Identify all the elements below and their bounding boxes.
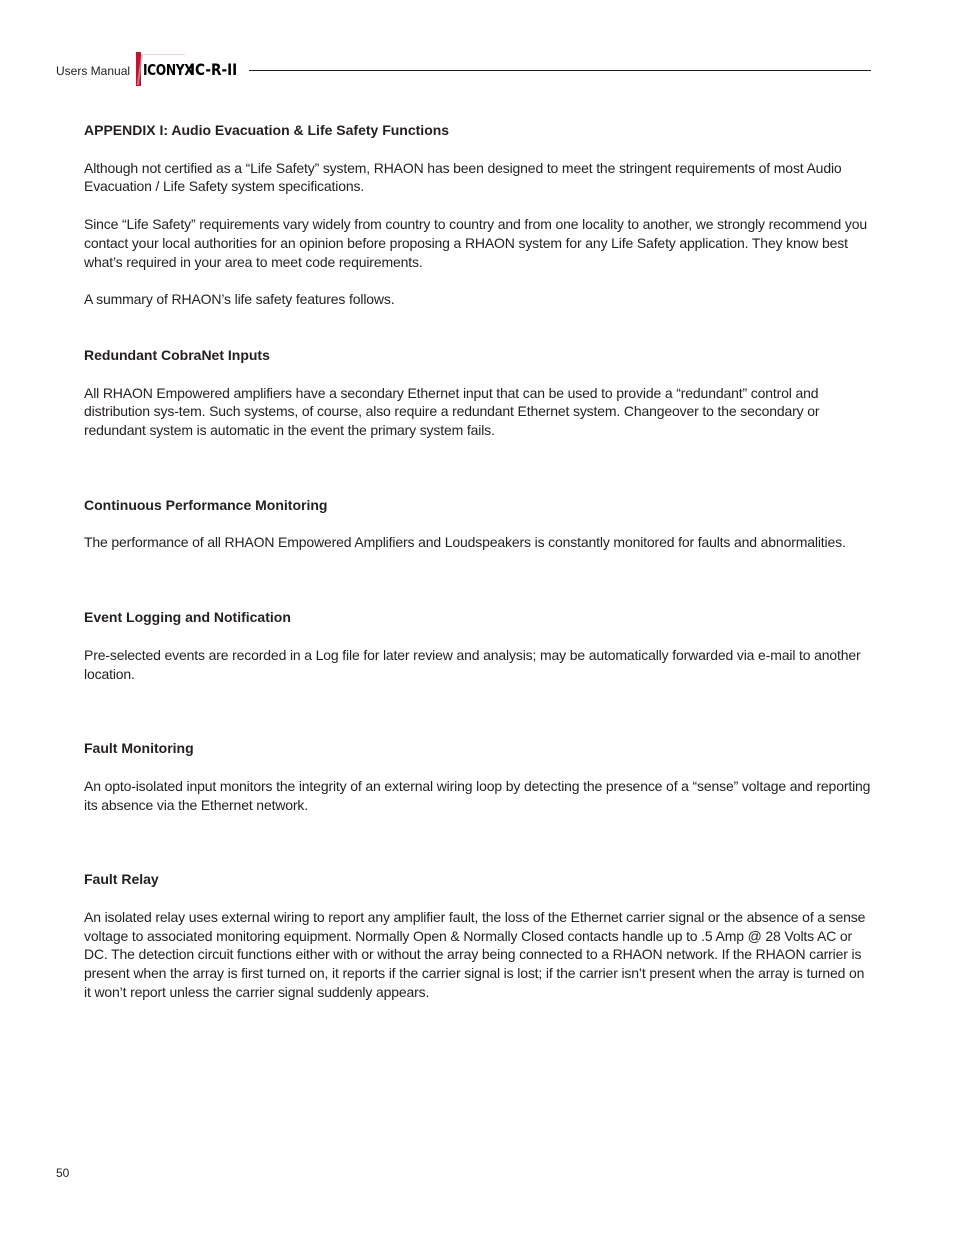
section-body-event-logging: Pre-selected events are recorded in a Log file for later review and analysis; may be automatically forwarded via e-mail to another location. <box>84 646 861 682</box>
page-content <box>84 121 872 1002</box>
doc-label: Users Manual <box>56 64 131 78</box>
section-heading-fault-relay: Fault Relay <box>84 871 159 888</box>
section-heading-fault-monitoring: Fault Monitoring <box>84 740 194 757</box>
section-body-redundant-cobranet: All RHAON Empowered amplifiers have a secondary Ethernet input that can be used to provide a “redundant” control and distribution sys-tem. Such systems, of course, also require a redundant Ethernet system. Changeover to the secondary or redundant system is automatic in the event the primary system fails. <box>84 384 820 439</box>
section-heading-redundant-cobranet: Redundant CobraNet Inputs <box>84 346 270 363</box>
appendix-title: APPENDIX I: Audio Evacuation & Life Safety Functions <box>84 122 450 138</box>
page-number: 50 <box>56 1166 70 1180</box>
header-rule <box>249 70 871 71</box>
section-heading-event-logging: Event Logging and Notification <box>84 609 291 626</box>
section-body-performance-monitoring: The performance of all RHAON Empowered Amplifiers and Loudspeakers is constantly monitored for faults and abnormalities. <box>84 534 846 551</box>
logo-brand-text: ICONYX <box>143 61 194 79</box>
logo-model-text: IC-R-II <box>190 60 238 79</box>
iconyx-logo <box>136 52 246 88</box>
appendix-paragraph-1: Although not certified as a “Life Safety” system, RHAON has been designed to meet the stringent requirements of most Audio Evacuation / Life Safety system specifications. <box>84 159 842 195</box>
page-header <box>0 0 954 100</box>
appendix-paragraph-3: A summary of RHAON’s life safety features follows. <box>84 291 395 308</box>
appendix-paragraph-2: Since “Life Safety” requirements vary widely from country to country and from one locality to another, we strongly recommend you contact your local authorities for an opinion before proposing a RHAON system for any Life Safety application. They know best what’s required in your area to meet code requirements. <box>84 216 868 270</box>
section-heading-performance-monitoring: Continuous Performance Monitoring <box>84 496 328 513</box>
section-body-fault-relay: An isolated relay uses external wiring to report any amplifier fault, the loss of the Ethernet carrier signal or the absence of a sense voltage to associated monitoring equipment. Normally Open & Normally Closed contacts handle up to .5 Amp @ 28 Volts AC or DC. The detection circuit functions either with or without the array being connected to a RHAON network. If the RHAON carrier is present when the array is first turned on, it reports if the carrier signal is lost; if the carrier isn’t present when the array is turned on it won’t report unless the carrier signal suddenly appears. <box>84 909 866 1000</box>
section-body-fault-monitoring: An opto-isolated input monitors the integrity of an external wiring loop by detecting the presence of a “sense” voltage and reporting its absence via the Ethernet network. <box>84 777 871 813</box>
